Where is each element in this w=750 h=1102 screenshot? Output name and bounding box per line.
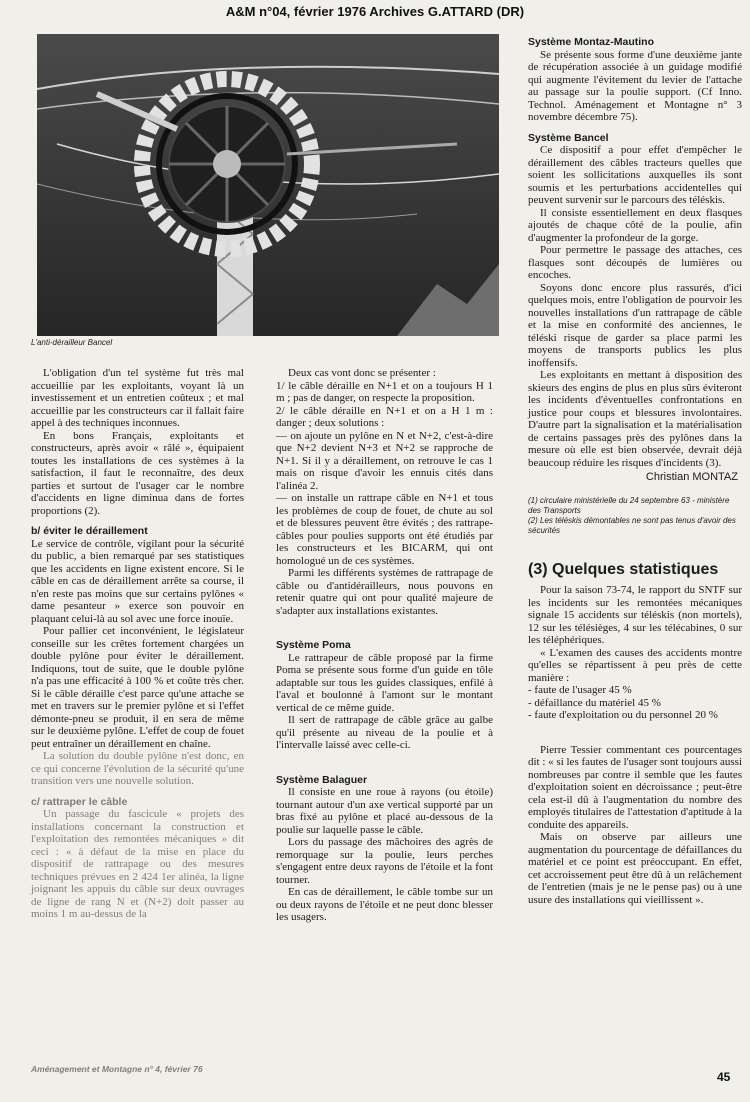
page-number: 45 <box>717 1070 731 1084</box>
list-item: - défaillance du matériel 45 % <box>528 696 661 709</box>
anti-derailleur-photo <box>37 34 499 336</box>
paragraph: Soyons donc encore plus rassurés, d'ici quelques mois, entre l'obligation de pourvoir les nouvelles installations d'un rattrapage de câble et la mise en conformité des anciennes, le téléski risque de garder sa place parmi les moyens de transports publics les plus inoffensifs. <box>528 281 742 369</box>
paragraph: Se présente sous forme d'une deuxième jante de récupération associée à un guidage modifié qui augmente l'évitement du levier de l'attache au passage sur la poulie support. (Cf Inno. Technol. Aménagement et Montagne n° 3 novembre décembre 75). <box>528 48 742 123</box>
list-item: - faute d'exploitation ou du personnel 20 % <box>528 709 718 721</box>
footnote: (2) Les téléskis démontables ne sont pas tenus d'avoir des sécurités <box>528 515 736 535</box>
list-item: - faute de l'usager 45 % <box>528 684 632 696</box>
section-heading: Système Balaguer <box>276 773 368 786</box>
paragraph: En bons Français, exploitants et constructeurs, après avoir « râlé », équipaient toutes les installations de ces systèmes à la satisfaction, il faut le reconnaître, des deux parties et surtout de l'usager car le nombre d'accidents en ligne diminua dans de fortes proportions (2). <box>31 429 244 517</box>
paragraph: Un passage du fascicule « projets des installations concernant la construction et l'exploitation des remontées mécaniques » dit ceci : « à défaut de la mise en place du dispositif de rattrapage ou des mesures techniques prévues en 2 424 1er alinéa, la ligne joignant les appuis du câble sur deux ouvrages de ligne de rang N et (N+2) doit passer au moins 1 m au-dessus de la <box>31 808 244 920</box>
statistics-heading: (3) Quelques statistiques <box>528 560 719 578</box>
section-heading: Système Montaz-Mautino <box>528 36 655 48</box>
paragraph: Le rattrapeur de câble proposé par la firme Poma se présente sous forme d'un guide en tôle adaptable sur tous les guides classiques, enfilé à l'aval et boulonné à l'amont sur le montant vertical de ce même guide. <box>276 651 493 714</box>
paragraph: Il consiste en une roue à rayons (ou étoile) tournant autour d'un axe vertical supporté par un bras fixé au pylône et placé au-dessous de la poulie sur laquelle passe le câble. <box>276 786 493 836</box>
footnote: (1) circulaire ministérielle du 24 septembre 63 - ministère des Transports <box>528 495 730 515</box>
footnotes <box>528 496 742 536</box>
photo-caption: L'anti-dérailleur Bancel <box>31 338 113 347</box>
paragraph: Ce dispositif a pour effet d'empêcher le déraillement des câbles tracteurs quelles que soient les sollicitations auxquelles ils sont soumis et les perturbations accidentelles qui peuvent survenir sur le parcours des téléskis. <box>528 144 742 206</box>
section-heading: Système Bancel <box>528 131 609 144</box>
paragraph: Pour permettre le passage des attaches, ces flasques sont découpés de lumières ou encoches. <box>528 244 742 281</box>
paragraph: L'obligation d'un tel système fut très mal accueillie par les exploitants, voyant là un investissement et un entretien coûteux ; et mal accueillie par les constructeurs car il fallait faire appel à des techniques inconnues. <box>31 367 244 429</box>
paragraph: — on installe un rattrape câble en N+1 et tous les problèmes de coup de fouet, de chute au sol et de blessures peuvent être évités ; des rattrape-câbles pour poulies supports ont été étudiés par les constructeurs et les BICARM, qui ont homologué un de ces systèmes. <box>276 492 493 567</box>
paragraph: Pour pallier cet inconvénient, le législateur conseille sur les crêtes fortement chargées un double pylône pour éviter le déraillement. Indiquons, tout de suite, que le double pylône n'a pas une efficacité à 100 % et coûte très cher. Si le câble déraille c'est parce qu'une attache se met en travers sur le premier pylône et si l'effet démonte-pneu se produit, il en sera de même sur le deuxième pylône. L'effet de coup de fouet peut entraîner un déraillement en chaîne. <box>31 625 244 750</box>
paragraph: 1/ le câble déraille en N+1 et on a toujours H 1 m ; pas de danger, on respecte la proposition. <box>276 379 493 404</box>
paragraph: Parmi les différents systèmes de rattrapage de câble ou d'antidérailleurs, nous pouvons en retenir quatre qui ont pour qualité majeure de s'adapter aux installations existantes. <box>276 567 493 617</box>
paragraph: Il consiste essentiellement en deux flasques ajoutés de chaque côté de la poulie, afin d'augmenter la profondeur de la gorge. <box>528 206 742 244</box>
paragraph: Lors du passage des mâchoires des agrès de remorquage sur la poulie, leurs perches s'engagent entre deux rayons de l'étoile et la font tourner. <box>276 836 493 886</box>
section-heading: Système Poma <box>276 639 351 651</box>
column-3 <box>528 36 742 906</box>
section-heading: b/ éviter le déraillement <box>31 525 148 537</box>
paragraph: Les exploitants en mettant à disposition des skieurs des engins de plus en plus sûrs éviteront les incidents d'éventuelles confrontations en justice pour coups et blessures involontaires. D'autre part la signalisation et la matérialisation de certains passages près des pylônes dans la mesure où elle est bien observée, devrait déjà beaucoup réduire les risques d'incidents (3). <box>528 369 742 469</box>
paragraph: La solution du double pylône n'est donc, en ce qui concerne l'évolution de la sécurité qu'une transition vers une nouvelle solution. <box>31 750 244 787</box>
paragraph: « L'examen des causes des accidents montre qu'elles se répartissent à peu près de cette manière : <box>528 646 742 684</box>
author-signature: Christian MONTAZ <box>645 471 738 483</box>
paragraph: Deux cas vont donc se présenter : <box>288 367 436 379</box>
paragraph: — on ajoute un pylône en N et N+2, c'est-à-dire que N+2 devient N+3 et N+2 se rapproche de N+1. Si il y a déraillement, on retrouve le cas 1 mais on risque d'avoir les ennuis cités dans l'alinéa 2. <box>276 429 493 492</box>
paragraph: En cas de déraillement, le câble tombe sur un ou deux rayons de l'étoile et ne peut donc blesser les usagers. <box>276 886 493 923</box>
paragraph: Le service de contrôle, vigilant pour la sécurité du public, a bien remarqué par ses statistiques que les accidents en ligne existent encore. Si le câble en cas de déraillement arrête sa course, il n'en reste pas moins que sur certains pylônes « dame pesanteur » exerce son pouvoir en plaquant celui-là au sol avec une force inouïe. <box>31 537 244 625</box>
paragraph: 2/ le câble déraille en N+1 et on a H 1 m : danger ; deux solutions : <box>276 404 493 429</box>
section-heading: c/ rattraper le câble <box>31 795 128 808</box>
column-2 <box>276 367 493 924</box>
page-footer: Aménagement et Montagne n° 4, février 76 <box>31 1064 203 1074</box>
paragraph: Pour la saison 73-74, le rapport du SNTF sur les incidents sur les remontées mécaniques signale 15 accidents sur téléskis (non mortels), 12 sur les télésièges, 4 sur les télécabines, 0 sur les téléphériques. <box>528 584 742 646</box>
paragraph: Pierre Tessier commentant ces pourcentages dit : « si les fautes de l'usager sont toujours aussi nombreuses par contre il semble que les fautes d'exploitation soient en décroissance ; peut-être cela est-il dû à l'augmentation du nombre des employés titulaires de l'attestation d'aptitude à la conduite des appareils. <box>528 743 743 831</box>
page-header: A&M n°04, février 1976 Archives G.ATTARD (DR) <box>225 4 525 19</box>
column-1 <box>31 367 244 921</box>
paragraph: Il sert de rattrapage de câble grâce au galbe qu'il présente au niveau de la poulie et à l'intervalle laissé avec celle-ci. <box>276 714 493 751</box>
paragraph: Mais on observe par ailleurs une augmentation du pourcentage de défaillances du matériel et ce point est préoccupant. En effet, cet accroissement peut être dû à un relâchement de l'entretien (mais je ne le pense pas) ou à une usure des installations qui vieillissent ». <box>528 831 742 906</box>
